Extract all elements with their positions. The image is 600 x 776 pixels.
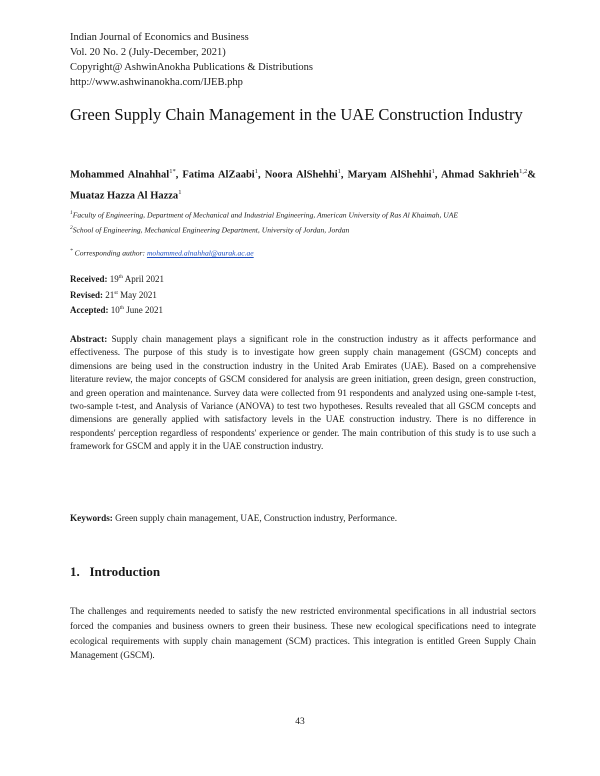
article-dates — [70, 271, 164, 318]
page-number: 43 — [295, 717, 305, 727]
keywords — [70, 513, 536, 523]
revised-date — [70, 287, 164, 303]
author-name: Noora AlShehhi — [264, 169, 338, 181]
abstract-text: Supply chain management plays a significant role in the construction industry as it affects performance and effectiveness. The purpose of this study is to investigate how green supply chain management (GSCM) concepts and dimensions are being used in the construction industry in the United Arab Emirates (UAE). Based on a comprehensive literature review, the major concepts of GSCM considered for analysis are green initiation, green design, green construction, and green operation and maintenance. Survey data were collected from 91 respondents and analyzed using one-sample t-test, two-sample t-test, and Analysis of Variance (ANOVA) to test two hypotheses. Results revealed that all GSCM concepts and dimensions are generally applied with satisfactory levels in the UAE construction industry. There is no difference in respondents' perception regardless of respondents' experience or gender. The main contribution of this study is to use such a framework for GSCM and apply it in the UAE construction industry. — [70, 334, 536, 452]
affiliation-text: School of Engineering, Mechanical Engineering Department, University of Jordan, Jordan — [72, 225, 350, 235]
author-list — [70, 163, 536, 204]
keywords-text: Green supply chain management, UAE, Construction industry, Performance. — [112, 513, 398, 523]
affiliation-item — [70, 222, 540, 237]
author-sup: 1 — [254, 168, 258, 175]
section-title: Introduction — [89, 564, 161, 579]
author-sep: , — [340, 169, 348, 181]
received-day: 19 — [109, 274, 119, 284]
intro-paragraph: The challenges and requirements needed to satisfy the new restricted environmental specifications in all industrial sectors forced the companies and business owners to green their business. These new ecological specifications need to integrate ecological requirements with supply chain management (SCM) practices. This integration is entitled Green Supply Chain Management (GSCM). — [70, 606, 536, 661]
revised-rest: May 2021 — [117, 289, 157, 300]
affiliation-sup: 1 — [70, 210, 73, 216]
author-sup: 1 — [178, 188, 182, 196]
accepted-day: 10 — [110, 305, 120, 315]
accepted-date — [70, 302, 164, 318]
author-sup: 1 — [431, 168, 435, 175]
affiliation-sup: 2 — [70, 224, 73, 231]
author-name: Fatima AlZaabi — [182, 169, 255, 181]
corresponding-sup: * — [70, 248, 73, 254]
accepted-sup: th — [119, 305, 125, 311]
revised-label: Revised: — [70, 289, 103, 300]
journal-copyright: Copyright@ AshwinAnokha Publications & Distributions — [70, 62, 314, 73]
author-sep: , — [257, 169, 265, 181]
author-sep: & — [527, 169, 537, 181]
affiliation-item — [70, 207, 540, 222]
affiliation-text: Faculty of Engineering, Department of Mechanical and Industrial Engineering, American University of Ras Al Khaimah, UAE — [72, 210, 459, 220]
accepted-rest: June 2021 — [124, 305, 164, 315]
received-rest: April 2021 — [123, 274, 165, 284]
received-date — [70, 271, 164, 287]
revised-sup: st — [114, 289, 118, 296]
corresponding-label: Corresponding author: — [72, 248, 147, 258]
author-sep: , — [434, 169, 441, 181]
abstract-label: Abstract: — [70, 334, 108, 344]
author-sup: 1 — [337, 168, 341, 175]
accepted-label: Accepted: — [70, 305, 109, 315]
received-label: Received: — [70, 274, 108, 284]
paper-title: Green Supply Chain Management in the UAE Construction Industry — [70, 105, 523, 124]
section-heading — [70, 564, 160, 580]
journal-volume: Vol. 20 No. 2 (July-December, 2021) — [70, 47, 226, 58]
author-name: Ahmad Sakhrieh — [440, 169, 520, 181]
journal-url[interactable]: http://www.ashwinanokha.com/IJEB.php — [70, 77, 243, 88]
keywords-label: Keywords: — [70, 513, 113, 523]
author-name: Mohammed Alnahhal — [70, 169, 170, 181]
author-email-link[interactable]: mohammed.alnahhal@aurak.ac.ae — [146, 248, 254, 258]
author-sep: , — [175, 169, 183, 181]
section-number: 1. — [70, 564, 80, 579]
journal-name: Indian Journal of Economics and Business — [70, 32, 249, 43]
received-sup: th — [118, 274, 124, 280]
author-name: Maryam AlShehhi — [347, 169, 432, 181]
corresponding-author — [70, 248, 254, 258]
revised-day: 21 — [105, 289, 115, 300]
abstract — [70, 333, 536, 454]
author-name: Muataz Hazza Al Hazza — [70, 190, 179, 201]
affiliations — [70, 207, 540, 236]
journal-header — [70, 30, 313, 90]
author-sup: 1* — [169, 168, 176, 175]
author-sup: 1,2 — [519, 168, 528, 175]
